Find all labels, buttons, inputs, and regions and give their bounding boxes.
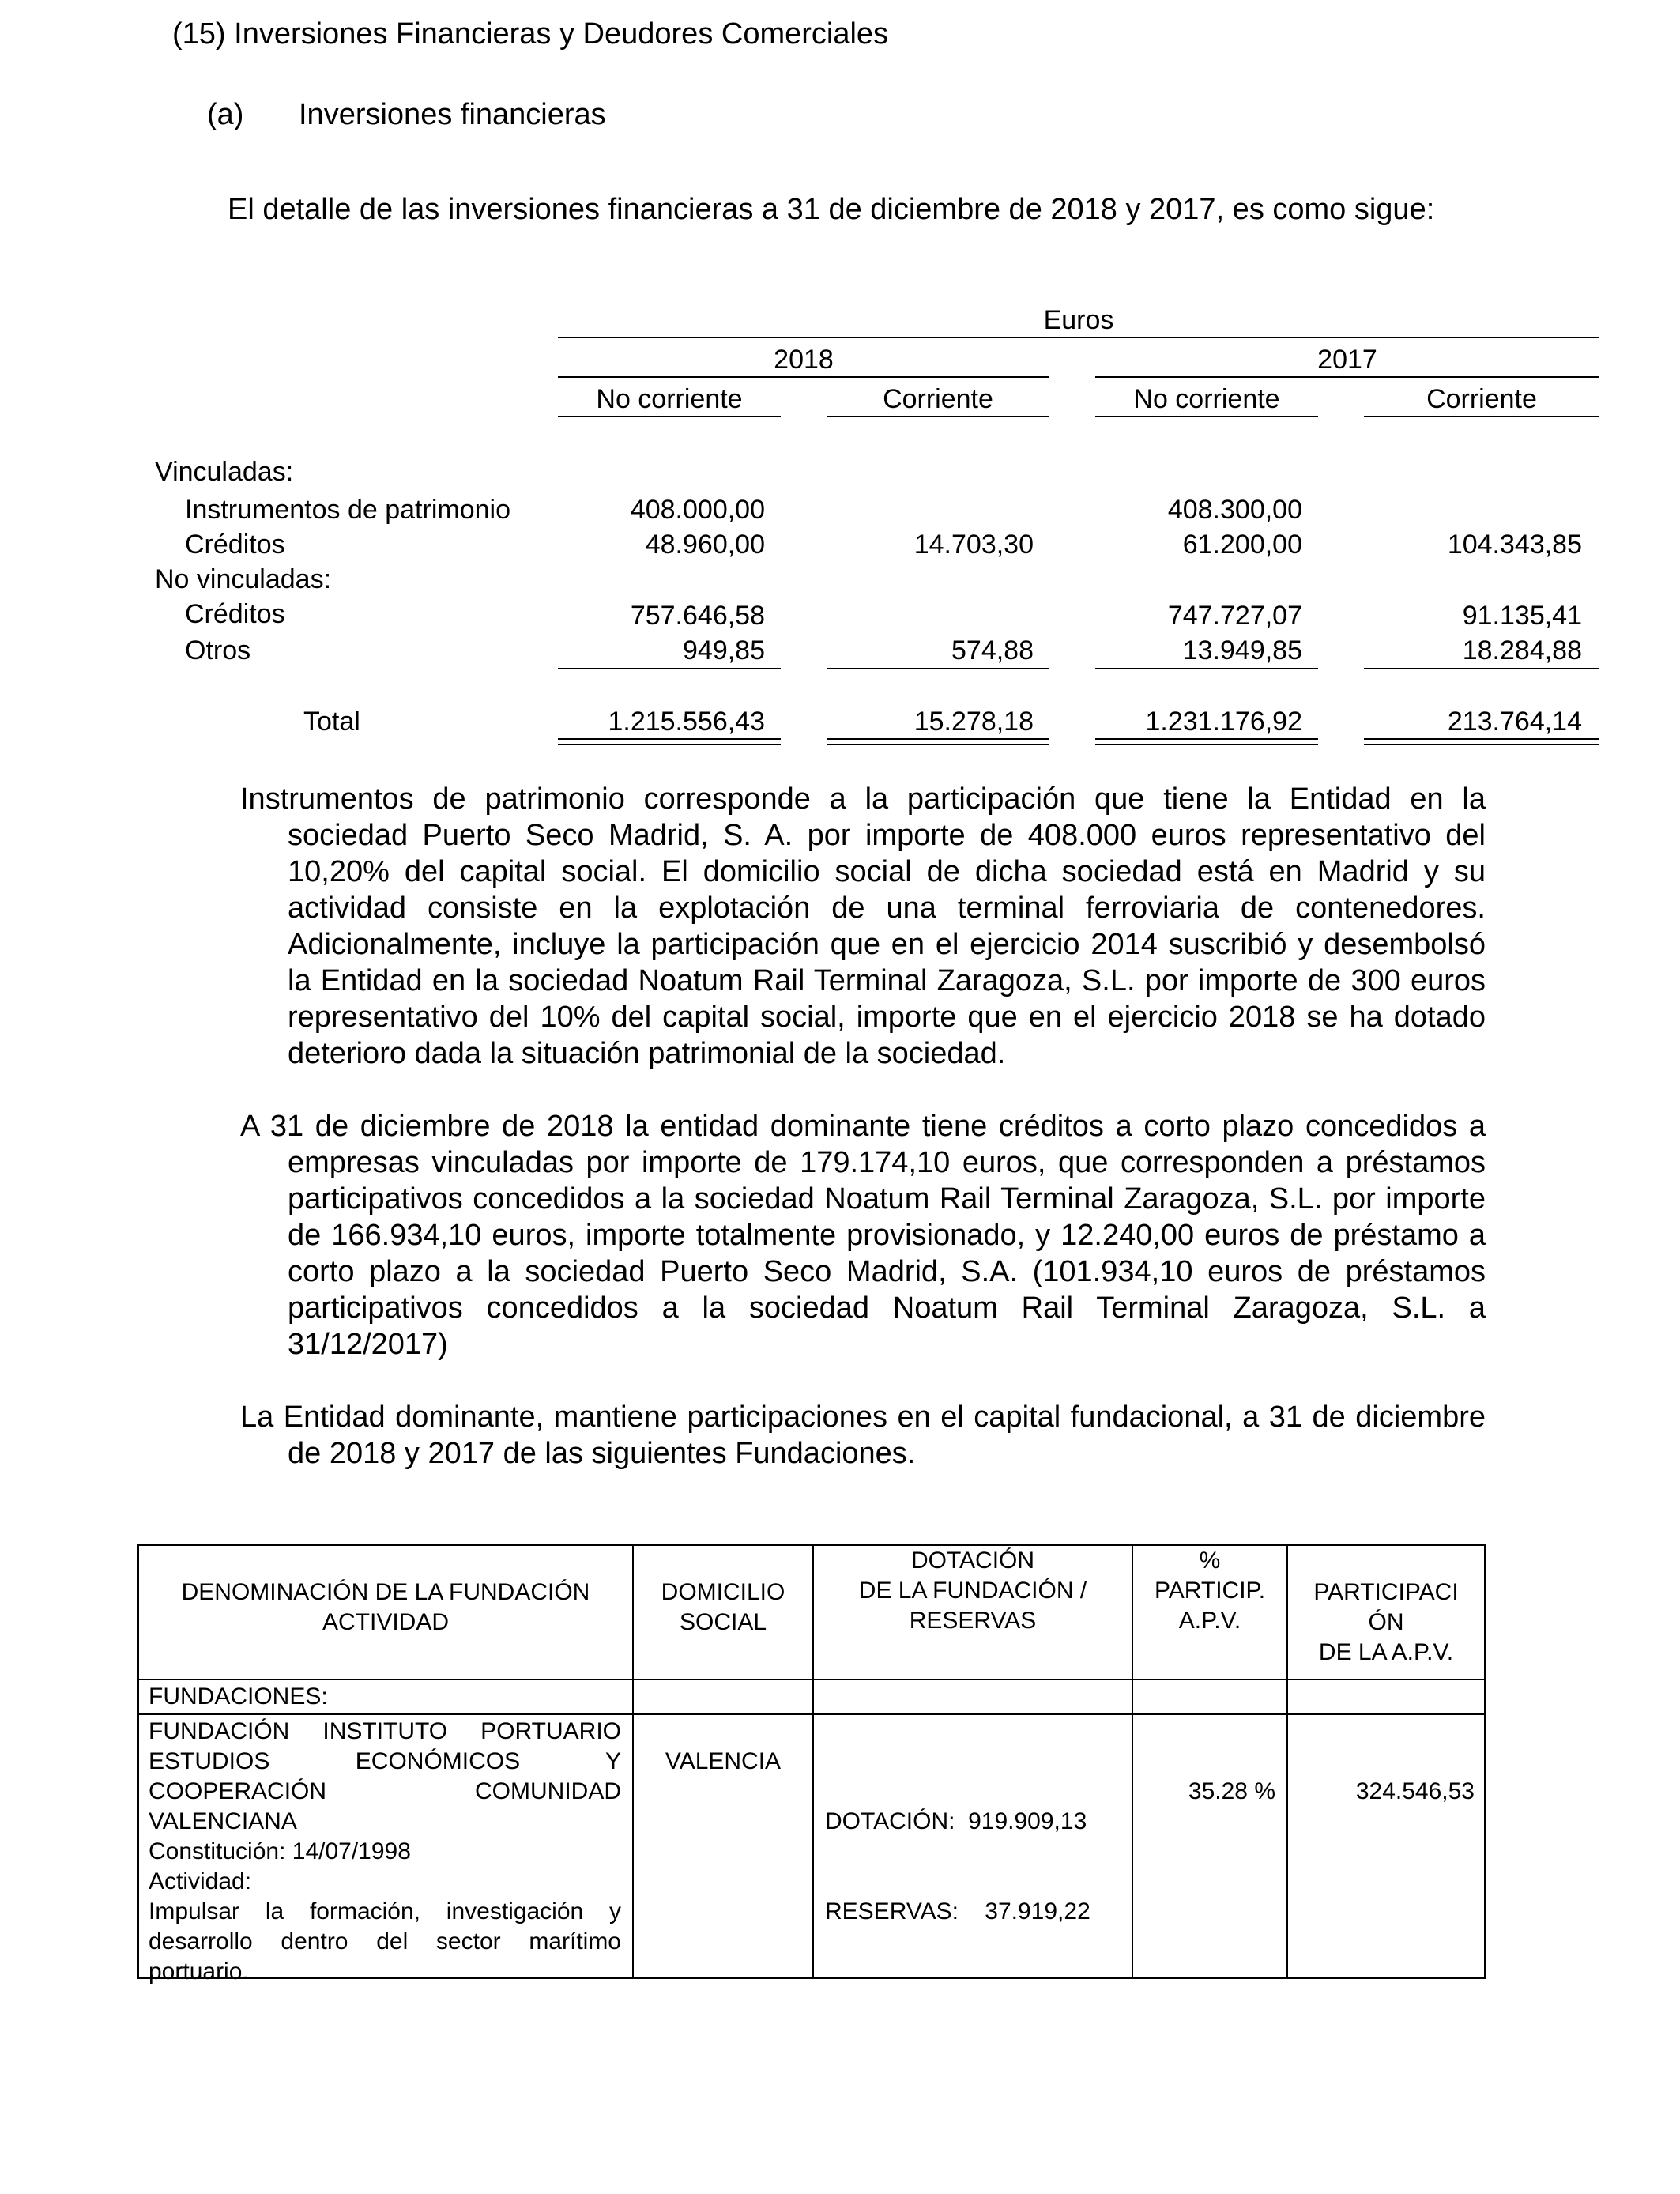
- subsection-title: Inversiones financieras: [299, 98, 606, 131]
- cell-value: 14.703,30: [913, 530, 1034, 560]
- header-line: RESERVAS: [909, 1608, 1037, 1634]
- cell-value: 13.949,85: [1182, 635, 1302, 665]
- foundation-actividad-label: Actividad:: [149, 1868, 252, 1894]
- header-line: DOMICILIO: [661, 1579, 785, 1605]
- double-rule: [827, 738, 1049, 745]
- group-label: No vinculadas:: [155, 564, 332, 594]
- total-value: 1.231.176,92: [1145, 707, 1302, 737]
- cell-value: 91.135,41: [1462, 601, 1582, 631]
- header-line: SOCIAL: [679, 1609, 767, 1635]
- header-line: A.P.V.: [1178, 1608, 1241, 1634]
- header-particip-pct: [1133, 1546, 1286, 1636]
- col-header: Corriente: [883, 384, 993, 414]
- cell-value: 747.727,07: [1167, 601, 1302, 631]
- year-2017-header: 2017: [1317, 345, 1377, 375]
- header-line: DE LA A.P.V.: [1318, 1639, 1454, 1665]
- foundation-name-line: FUNDACIÓN INSTITUTO PORTUARIO: [149, 1718, 621, 1744]
- header-line: DENOMINACIÓN DE LA FUNDACIÓN: [181, 1579, 590, 1605]
- foundation-actividad-line: desarrollo dentro del sector marítimo: [149, 1928, 621, 1955]
- double-rule: [558, 738, 781, 745]
- cell-value: 408.300,00: [1167, 495, 1302, 525]
- foundation-dotacion: DOTACIÓN: 919.909,13: [825, 1808, 1087, 1834]
- foundation-name-line: COOPERACIÓN COMUNIDAD: [149, 1778, 621, 1804]
- foundation-constitucion: Constitución: 14/07/1998: [149, 1838, 411, 1864]
- foundation-actividad-line: portuario.: [149, 1958, 249, 1985]
- foundation-dotacion-cell: [825, 1747, 1125, 1957]
- foundation-name-cell: [149, 1717, 621, 1987]
- table-divider: [137, 1713, 1486, 1715]
- total-value: 1.215.556,43: [608, 707, 765, 737]
- cell-value: 61.200,00: [1182, 530, 1302, 560]
- rule: [827, 416, 1049, 417]
- rule: [558, 376, 1049, 378]
- header-line: DOTACIÓN: [910, 1547, 1035, 1574]
- col-header: No corriente: [1133, 384, 1280, 414]
- rule: [558, 337, 1599, 338]
- intro-paragraph: El detalle de las inversiones financieras a 31 de diciembre de 2018 y 2017, es como sigue:: [228, 193, 1435, 226]
- col-header: No corriente: [596, 384, 743, 414]
- header-denominacion: [139, 1578, 632, 1638]
- foundation-name-line: VALENCIANA: [149, 1808, 297, 1834]
- foundation-reservas: RESERVAS: 37.919,22: [825, 1898, 1090, 1924]
- header-line: ACTIVIDAD: [322, 1609, 450, 1635]
- cell-value: 757.646,58: [630, 601, 765, 631]
- group-label: Vinculadas:: [155, 457, 294, 487]
- double-rule: [1364, 738, 1599, 745]
- foundation-participacion: 324.546,53: [1355, 1778, 1475, 1804]
- rule: [1095, 376, 1599, 378]
- table-divider: [137, 1679, 1486, 1680]
- col-header: Corriente: [1426, 384, 1537, 414]
- header-line: %: [1199, 1547, 1221, 1574]
- cell-value: 104.343,85: [1447, 530, 1582, 560]
- paragraph-fundaciones: La Entidad dominante, mantiene participaciones en el capital fundacional, a 31 de diciembre de 2018 y 2017 de las siguientes Fundaciones.: [240, 1400, 1486, 1470]
- foundation-actividad-line: Impulsar la formación, investigación y: [149, 1898, 621, 1924]
- total-value: 213.764,14: [1447, 707, 1582, 737]
- row-label: Créditos: [185, 530, 285, 560]
- foundation-pct: 35.28 %: [1188, 1778, 1275, 1804]
- row-label: Otros: [185, 635, 251, 665]
- header-line: PARTICIPACI: [1313, 1579, 1459, 1605]
- table-unit-label: Euros: [1043, 305, 1114, 335]
- cell-value: 48.960,00: [645, 530, 765, 560]
- subsection-label: (a): [207, 98, 244, 131]
- rule: [1364, 668, 1599, 669]
- row-label: Créditos: [185, 599, 285, 629]
- rule: [558, 416, 781, 417]
- rule: [827, 668, 1049, 669]
- cell-value: 574,88: [951, 635, 1034, 665]
- rule: [1095, 668, 1318, 669]
- header-dotacion: [814, 1546, 1132, 1636]
- section-title: (15) Inversiones Financieras y Deudores Comerciales: [172, 17, 889, 51]
- paragraph-creditos: A 31 de diciembre de 2018 la entidad dominante tiene créditos a corto plazo concedidos a empresas vinculadas por importe de 179.174,10 euros, que corresponden a préstamos participativos concedidos a la sociedad Noatum Rail Terminal Zaragoza, S.L. por importe de 166.934,10 euros, importe totalmente provisionado, y 12.240,00 euros de préstamo a corto plazo a la sociedad Puerto Seco Madrid, S.A. (101.934,10 euros de préstamos participativos concedidos a la sociedad Noatum Rail Terminal Zaragoza, S.L. a 31/12/2017): [240, 1110, 1486, 1361]
- rule: [1095, 416, 1318, 417]
- cell-value: 949,85: [683, 635, 765, 665]
- row-label: Instrumentos de patrimonio: [185, 495, 510, 525]
- year-2018-header: 2018: [774, 345, 834, 375]
- paragraph-patrimonio: Instrumentos de patrimonio corresponde a la participación que tiene la Entidad en la sociedad Puerto Seco Madrid, S. A. por importe de 408.000 euros representativo del 10,20% del capital social. El domicilio social de dicha sociedad está en Madrid y su actividad consiste en la explotación de una terminal ferroviaria de contenedores. Adicionalmente, incluye la participación que en el ejercicio 2014 suscribió y desembolsó la Entidad en la sociedad Noatum Rail Terminal Zaragoza, S.L. por importe de 300 euros representativo del 10% del capital social, importe que en el ejercicio 2018 se ha dotado deterioro dada la situación patrimonial de la sociedad.: [240, 782, 1486, 1070]
- total-value: 15.278,18: [913, 707, 1034, 737]
- cell-value: 18.284,88: [1462, 635, 1582, 665]
- rule: [1364, 416, 1599, 417]
- header-line: PARTICIP.: [1154, 1578, 1266, 1604]
- cell-value: 408.000,00: [630, 495, 765, 525]
- header-domicilio: [634, 1578, 812, 1638]
- rule: [558, 668, 781, 669]
- foundation-name-line: ESTUDIOS ECONÓMICOS Y: [149, 1748, 621, 1774]
- header-participacion: [1288, 1578, 1484, 1668]
- double-rule: [1095, 738, 1318, 745]
- header-line: ÓN: [1368, 1609, 1404, 1635]
- foundation-domicilio: VALENCIA: [665, 1748, 782, 1774]
- header-line: DE LA FUNDACIÓN /: [858, 1578, 1087, 1604]
- fundaciones-label: FUNDACIONES:: [149, 1683, 328, 1710]
- total-label: Total: [303, 707, 360, 737]
